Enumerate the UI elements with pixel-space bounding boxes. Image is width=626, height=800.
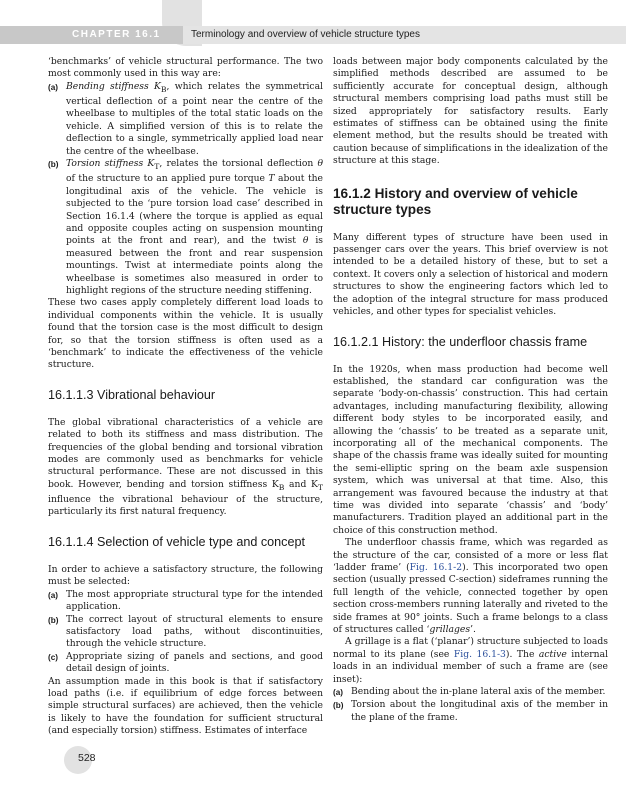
figure-link[interactable]: Fig. 16.1-2	[409, 562, 463, 573]
emphasis: active	[538, 648, 567, 660]
list-item	[48, 651, 323, 676]
paragraph	[333, 537, 608, 636]
paragraph	[333, 636, 608, 686]
list-label: (b)	[333, 701, 344, 711]
symbol: T	[268, 173, 275, 185]
subscript: B	[160, 84, 167, 94]
list-text: The most appropriate structural type for the intended application.	[66, 588, 323, 613]
list-text: Torsion about the longitudinal axis of the member in the plane of the frame.	[351, 699, 608, 723]
list-label: (b)	[48, 160, 59, 170]
paragraph: In the 1920s, when mass production had become well established, the standard car configuration was the separate ‘body-on-chassis’ construction. This had certain advantages, including manufacturing flexibility, allowing different body styles to be incorporated easily, and allowing the ‘chassis’ to be treated as a separate unit, incorporating all of the mechanical components. The shape of the chassis frame was ideally suited for mounting the semi-elliptic spring on the beam axle suspension system, which was universal at that time. Also, this arrangement was favoured because the industry at that time was divided into separate ‘chassis’ and ‘body’ manufacturers. Tradition played an additional part in the choice of this construction method.	[333, 363, 608, 536]
subscript: T	[317, 482, 323, 492]
section-heading: 16.1.1.3 Vibrational behaviour	[48, 387, 216, 402]
page-number: 528	[78, 752, 96, 764]
list-label: (c)	[48, 652, 59, 662]
list-label: (a)	[48, 82, 59, 92]
symbol: θ	[302, 235, 309, 247]
list-body: of the structure to an applied pure torque	[66, 173, 269, 185]
list-body: about the longitudinal axis of the vehicle. The vehicle is subjected to the ‘pure torsion load case’ described in Section 16.1.4 (where the torque is applied as equal and opposite couples acting on suspension mounting points at the front and rear), and the twist	[66, 173, 323, 247]
section-heading: 16.1.2.1 History: the underfloor chassis frame	[333, 334, 588, 349]
list-label: (a)	[48, 590, 59, 600]
text: The global vibrational characteristics of a vehicle are related to both its stiffness and mass distribution. The frequencies of the global bending and torsional vibration modes are commonly used as benchmarks for vehicle structural performance. These are not discussed in this book. However, bending and torsion stiffness K	[48, 416, 323, 490]
list-label: (a)	[333, 688, 344, 698]
paragraph: In order to achieve a satisfactory structure, the following must be selected:	[48, 563, 323, 588]
list-item	[333, 686, 608, 699]
paragraph: ‘benchmarks’ of vehicle structural performance. The two most commonly used in this way are:	[48, 56, 323, 80]
list-text	[66, 158, 323, 297]
text: A grillage is a flat (‘planar’) structure subjected to loads normal to its plane (see	[333, 636, 608, 660]
paragraph: An assumption made in this book is that if satisfactory load paths (i.e. if equilibrium of edge forces between simple structural surfaces) are achieved, then the vehicle is likely to have the foundation for sufficient structural (and especially torsion) stiffness. Estimates of interface	[48, 675, 323, 737]
text: influence the vibrational behaviour of the structure, particularly its first natural frequency.	[48, 494, 323, 518]
text: ). This incorporated two open section (usually pressed C-section) sideframes running the full length of the vehicle, connected together by open section cross-members running laterally and riveted to the side frames at 90° joints. Such a frame belongs to a class of structures called ‘	[333, 562, 608, 636]
paragraph: These two cases apply completely different load loads to individual components within the vehicle. It is usually found that the torsion case is the most difficult to design for, so that the torsion stiffness is often used as a ‘benchmark’ to indicate the effectiveness of the vehicle structure.	[48, 297, 323, 371]
text: ’.	[470, 624, 476, 636]
list-text	[66, 81, 323, 158]
right-column	[333, 56, 608, 724]
paragraph: loads between major body components calculated by the simplified methods described are assumed to be sufficiently accurate for conceptual design, although structural members comprising load paths must still be sized appropriately for satisfactory results. Early estimates of stiffness can be obtained using the finite element method, but the results should be treated with caution because of simplifications in the idealization of the structure at this stage.	[333, 56, 608, 167]
symbol: θ	[317, 158, 323, 170]
left-column	[48, 56, 323, 738]
list-item	[48, 81, 323, 158]
figure-link[interactable]: Fig. 16.1-3	[453, 648, 506, 660]
section-heading: 16.1.1.4 Selection of vehicle type and concept	[48, 534, 305, 549]
chapter-label: CHAPTER 16.1	[72, 29, 161, 40]
term: Bending stiffness K	[66, 80, 161, 92]
list-body: , which relates the symmetrical vertical deflection of a point near the centre of the wheelbase to multiples of the total static loads on the vehicle. A simplified version of this is to relate the deflection to a single, symmetrically applied load near the centre of the wheelbase.	[66, 80, 323, 157]
list-body: , relates the torsional deflection	[159, 158, 318, 170]
text: The underfloor chassis frame, which was regarded as the structure of the car, consisted of a more or less flat ‘ladder frame’ (	[333, 537, 608, 573]
list-body: is measured between the front and rear suspension mountings. Twist at intermediate points along the wheelbase is sometimes also measured in order to highlight regions of the structure needing stiffening.	[66, 235, 324, 296]
emphasis: grillages	[429, 624, 471, 636]
term: Torsion stiffness K	[66, 158, 155, 170]
list-item	[333, 699, 608, 724]
subscript: T	[154, 161, 160, 171]
paragraph: Many different types of structure have been used in passenger cars over the years. This brief overview is not intended to be a detailed history of these, but to set a context. It covers only a selection of historical and modern structures to show the engineering factors which led to the adoption of the integral structure for mass produced vehicles, and other types for specialist vehicles.	[333, 231, 608, 318]
list-item	[48, 614, 323, 651]
subscript: B	[278, 482, 285, 492]
text: internal loads in an individual member of such a frame are (see inset):	[333, 648, 609, 685]
text: and K	[284, 478, 318, 490]
list-text: Appropriate sizing of panels and sections, and good detail design of joints.	[66, 650, 323, 675]
text: ). The	[505, 648, 539, 660]
section-heading: 16.1.2 History and overview of vehicle structure types	[333, 185, 578, 217]
paragraph	[48, 417, 323, 519]
chapter-title: Terminology and overview of vehicle structure types	[191, 29, 420, 40]
list-text: Bending about the in-plane lateral axis of the member.	[351, 686, 606, 698]
list-text: The correct layout of structural elements to ensure satisfactory load paths, without discontinuities, through the vehicle structure.	[66, 613, 323, 650]
list-item	[48, 589, 323, 614]
list-label: (b)	[48, 615, 59, 625]
list-item	[48, 158, 323, 297]
